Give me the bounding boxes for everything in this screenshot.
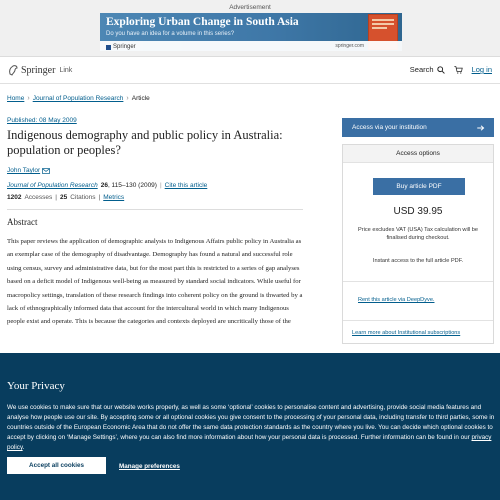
privacy-banner bbox=[0, 353, 500, 500]
springer-horse-icon bbox=[7, 64, 19, 76]
search-button[interactable]: Search bbox=[410, 65, 445, 74]
institutional-subscriptions-link[interactable]: Learn more about Institutional subscriptions bbox=[352, 330, 461, 336]
divider bbox=[343, 281, 493, 282]
author-link[interactable] bbox=[7, 167, 303, 174]
privacy-policy-link[interactable]: privacy policy bbox=[7, 434, 492, 451]
ad-url: springer.com bbox=[335, 43, 364, 49]
privacy-text: We use cookies to make sure that our website works properly, as well as some ‘optional’ cookies to personalise content and advertising, provide social media features and analyse how people use our site. By accepting some or all optional cookies you give consent to the processing of your personal data, including transfer to third parties, some in countries outside of the European Economic Area that do not offer the same data protection standards as the country where you live. You can decide which optional cookies to accept by clicking on ‘Manage Settings’, where you can also find more information about how your personal data is processed. Further information can be found in our privacy policy. bbox=[7, 404, 495, 451]
ad-publisher-logo: Springer bbox=[106, 44, 136, 50]
volume-number: 26 bbox=[100, 182, 108, 189]
login-link[interactable]: Log in bbox=[471, 65, 492, 74]
divider bbox=[7, 209, 303, 210]
access-via-institution-button[interactable]: Access via your institution bbox=[342, 118, 494, 137]
breadcrumb-current: Article bbox=[131, 95, 150, 102]
article-main bbox=[7, 117, 303, 329]
citations-label: Citations bbox=[70, 194, 96, 201]
site-header bbox=[0, 57, 500, 84]
ad-label: Advertisement bbox=[229, 4, 271, 11]
ad-headline: Exploring Urban Change in South Asia bbox=[106, 16, 299, 28]
access-options-panel bbox=[342, 144, 494, 344]
citation-line: Journal of Population Research 26, 115–130 (2009) | Cite this article bbox=[7, 182, 208, 189]
advertisement-strip bbox=[0, 0, 500, 57]
metrics-link[interactable]: Metrics bbox=[103, 194, 125, 201]
brand-name: Springer bbox=[21, 64, 56, 76]
rent-deepdyve-link[interactable]: Rent this article via DeepDyve. bbox=[358, 297, 435, 303]
tax-note: Price excludes VAT (USA) Tax calculation will be finalised during checkout. bbox=[358, 227, 478, 241]
page-range: , 115–130 (2009) bbox=[107, 182, 157, 189]
abstract-heading: Abstract bbox=[7, 217, 38, 227]
abstract-text: This paper reviews the application of demographic analysis to Indigenous Affairs public policy in Australia as an exemplar case of the demography of disadvantage. Demography has found a natural and successful role using census, survey and administrative data, but for the most part this is restricted to a series of gap analyses based on a deficit model of Indigenous well-being as measured by standard social indicators. While useful for macropolicy settings, translation of these research findings into coherent policy on the ground is thwarted by a lack of ethnographically informed data that account for the intercultural world in which many Indigenous people exist and operate. This is because the categories and contexts deployed are uncritically those of the bbox=[7, 238, 303, 326]
accept-all-cookies-button[interactable]: Accept all cookies bbox=[7, 457, 106, 474]
author-name: John Taylor bbox=[7, 167, 41, 174]
instant-access-note: Instant access to the full article PDF. bbox=[372, 258, 464, 264]
cart-icon[interactable] bbox=[454, 66, 463, 74]
accesses-label: Accesses bbox=[24, 194, 53, 201]
arrow-right-icon bbox=[477, 125, 485, 131]
search-icon bbox=[437, 66, 445, 74]
article-title: Indigenous demography and public policy in Australia: population or peoples? bbox=[7, 128, 283, 157]
breadcrumb-journal[interactable]: Journal of Population Research bbox=[32, 95, 124, 102]
email-icon bbox=[42, 168, 50, 174]
accesses-count: 1202 bbox=[7, 194, 22, 201]
citations-count: 25 bbox=[60, 194, 68, 201]
article-price: USD 39.95 bbox=[393, 206, 443, 217]
chevron-right-icon: › bbox=[126, 95, 129, 102]
springer-logo-icon bbox=[106, 45, 111, 50]
journal-link[interactable]: Journal of Population Research bbox=[7, 182, 98, 189]
divider bbox=[343, 320, 493, 321]
ad-banner[interactable] bbox=[100, 13, 402, 51]
buy-article-pdf-button[interactable]: Buy article PDF bbox=[373, 178, 465, 195]
published-date[interactable]: Published: 08 May 2009 bbox=[7, 117, 77, 124]
access-options-heading: Access options bbox=[343, 145, 493, 163]
brand-sub: Link bbox=[59, 66, 73, 74]
chevron-right-icon: › bbox=[27, 95, 30, 102]
manage-preferences-link[interactable]: Manage preferences bbox=[119, 463, 180, 470]
cite-this-article-link[interactable]: Cite this article bbox=[164, 182, 208, 189]
springer-link-logo[interactable] bbox=[7, 64, 72, 76]
article-metrics: 1202 Accesses | 25 Citations | Metrics bbox=[7, 194, 125, 201]
ad-subline: Do you have an idea for a volume in this series? bbox=[106, 31, 235, 37]
breadcrumb-home[interactable]: Home bbox=[7, 95, 25, 102]
privacy-title: Your Privacy bbox=[7, 380, 65, 392]
breadcrumb bbox=[7, 95, 150, 102]
